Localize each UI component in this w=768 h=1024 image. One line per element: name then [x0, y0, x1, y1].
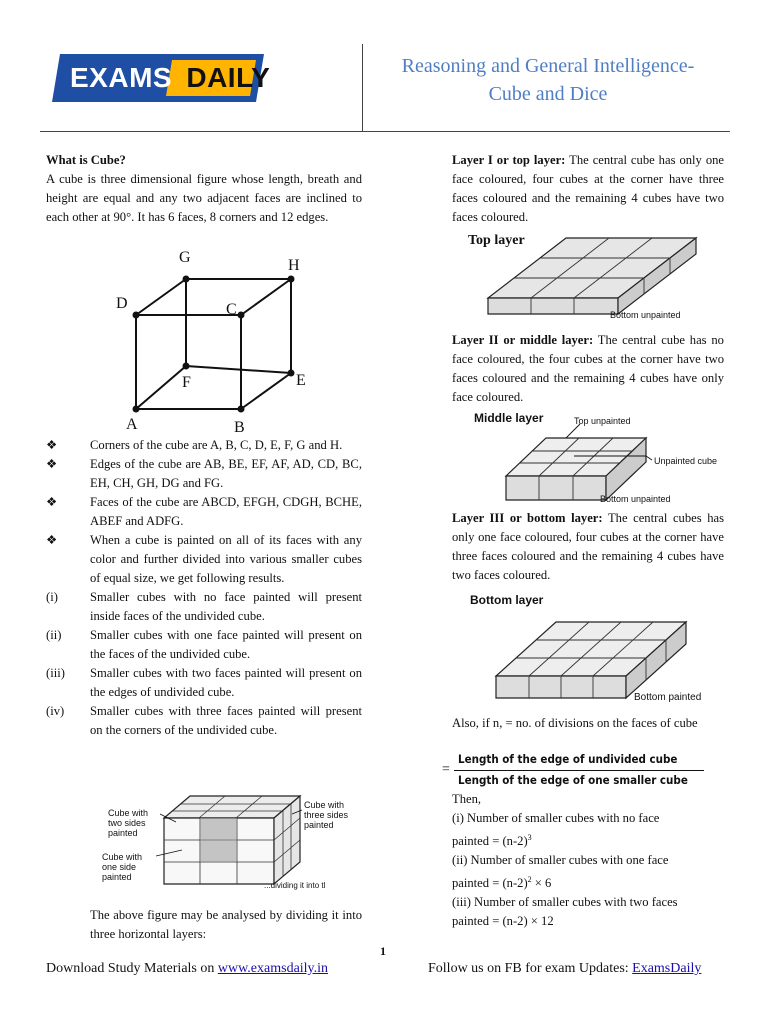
closing-paragraph: The above figure may be analysed by dividing it into three horizontal layers: — [90, 908, 362, 941]
page-title — [368, 52, 728, 108]
layer2-title: Layer II or middle layer: — [452, 333, 594, 347]
formula-2a: (ii) Number of smaller cubes with one face — [452, 853, 669, 868]
middle-layer-title: Middle layer — [474, 411, 544, 425]
formula-block — [452, 790, 724, 931]
header-rule — [40, 131, 730, 132]
fig2-label-one-side: Cube with one side painted — [102, 852, 143, 882]
layer3-title: Layer III or bottom layer: — [452, 511, 603, 525]
layer1-title: Layer I or top layer: — [452, 153, 566, 167]
list-item: ❖ Faces of the cube are ABCD, EFGH, CDGH, BCHE, ABEF and ADFG. — [46, 495, 362, 528]
title-line-2: Cube and Dice — [488, 83, 608, 105]
cube-label-f: F — [182, 374, 191, 391]
formula-1a: (i) Number of smaller cubes with no face — [452, 811, 660, 825]
fraction-numerator: Length of the edge of undivided cube — [458, 752, 678, 766]
fig2-cut-text: ...dividing it into tl — [264, 881, 326, 890]
layer2-text: The central cube has no face coloured, the four cubes at the corner have two faces coloured and the remaining 4 cubes have only face coloured. — [452, 333, 724, 404]
page-number: 1 — [380, 944, 386, 958]
middle-layer-cube-note: Unpainted cube — [654, 456, 718, 466]
middle-layer-bottom-note: Bottom unpainted — [600, 494, 671, 504]
cube-properties-list — [46, 436, 362, 740]
cube-label-a: A — [126, 416, 138, 433]
list-item: ❖ When a cube is painted on all of its faces with any color and further divided into various smaller cubes of equal size, we get following results. — [46, 533, 362, 585]
middle-layer-top-note: Top unpainted — [574, 416, 631, 426]
fig2-label-two-sides: Cube with two sides painted — [108, 808, 149, 838]
logo-exams-text: EXAMS — [70, 62, 173, 93]
bottom-layer-figure — [462, 588, 724, 708]
painted-cube-figure — [96, 784, 358, 892]
also-paragraph: Also, if n, = no. of divisions on the faces of cube — [452, 716, 698, 730]
bottom-layer-title: Bottom layer — [470, 593, 544, 607]
top-layer-title: Top layer — [468, 233, 525, 248]
cube-label-e: E — [296, 372, 306, 389]
top-layer-note: Bottom unpainted — [610, 310, 681, 320]
intro-paragraph: A cube is three dimensional figure whose length, breath and height are equal and any two adjacent faces are inclined to each other at 90°. It has 6 faces, 8 corners and 12 edges. — [46, 172, 362, 224]
list-item: (ii) Smaller cubes with one face painted will present on the faces of the undivided cube. — [46, 628, 362, 661]
cube-label-b: B — [234, 419, 245, 434]
formula-3b: painted = (n-2) × 12 — [452, 914, 554, 929]
list-item: (iv) Smaller cubes with three faces painted will present on the corners of the undivided cube. — [46, 704, 362, 737]
fig2-label-three-sides: Cube with three sides painted — [304, 800, 349, 830]
title-line-1: Reasoning and General Intelligence- — [401, 55, 695, 77]
equals-sign: = — [442, 762, 450, 777]
list-item: ❖ Corners of the cube are A, B, C, D, E, F, G and H. — [46, 438, 343, 452]
cube-label-d: D — [116, 295, 128, 312]
footer-left — [46, 961, 328, 977]
formula-3a: (iii) Number of smaller cubes with two faces — [452, 895, 678, 910]
facebook-page-link[interactable]: ExamsDaily — [632, 961, 702, 976]
footer-right-text: Follow us on FB for exam Updates: — [428, 961, 633, 976]
bottom-layer-note: Bottom painted — [634, 692, 702, 703]
list-item: (iii) Smaller cubes with two faces painted will present on the edges of undivided cube. — [46, 666, 362, 699]
middle-layer-figure — [470, 404, 724, 508]
formula-2b: painted = $(n-2)^2 \times 6$ — [452, 875, 552, 891]
footer-right — [428, 961, 701, 977]
layer1-paragraph — [452, 151, 724, 227]
list-item: ❖ Edges of the cube are AB, BE, EF, AF, AD, CD, BC, EH, CH, GH, DG and FG. — [46, 457, 362, 490]
top-layer-figure — [460, 226, 704, 322]
cube-label-h: H — [288, 257, 300, 274]
cube-diagram — [96, 242, 326, 434]
cube-label-g: G — [179, 249, 191, 266]
examsdaily-site-link[interactable]: www.examsdaily.in — [217, 961, 329, 976]
list-item: (i) Smaller cubes with no face painted will present inside faces of the undivided cube. — [46, 590, 362, 623]
logo-daily-text: DAILY — [186, 62, 271, 93]
section-heading: What is Cube? — [46, 153, 126, 167]
layer2-paragraph — [452, 331, 724, 407]
layer3-text: The central cubes has only one face coloured, four cubes at the corner have three faces coloured and the remaining 4 cubes have two faces coloured. — [452, 511, 725, 582]
logo[interactable] — [70, 62, 270, 94]
fraction-denominator: Length of the edge of one smaller cube — [458, 773, 688, 787]
then-label: Then, — [452, 792, 482, 806]
header-divider — [362, 44, 363, 132]
footer-left-text: Download Study Materials on — [46, 961, 218, 976]
layer1-text: The central cube has only one face coloured, four cubes at the corner have three faces coloured and the remaining 4 cubes have two faces coloured. — [452, 153, 725, 224]
layer3-paragraph — [452, 509, 724, 585]
cube-label-c: C — [226, 301, 237, 318]
fraction-bar — [454, 770, 704, 771]
formula-1b: painted = $(n-2)^3$ — [452, 833, 532, 849]
